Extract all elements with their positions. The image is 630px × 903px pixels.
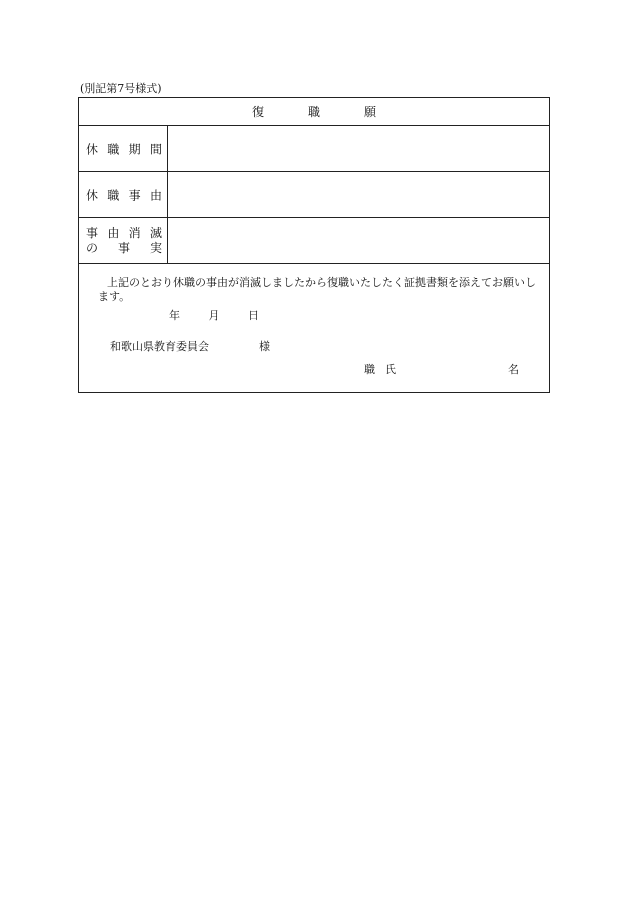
request-statement-area [79, 264, 549, 392]
leave-reason-field[interactable] [168, 172, 549, 217]
signature-line [364, 361, 519, 377]
leave-period-field[interactable] [168, 126, 549, 171]
name-label-end: 名 [508, 363, 519, 376]
title-char: 願 [364, 105, 377, 119]
title-char: 復 [251, 105, 264, 119]
leave-period-label: 休 職 期 間 [79, 126, 168, 171]
date-year-label: 年 [169, 309, 180, 322]
form-number-note: (別記第7号様式) [80, 82, 162, 95]
addressee: 和歌山県教育委員会 [110, 340, 209, 353]
addressee-line [110, 338, 270, 354]
date-day-label: 日 [248, 309, 259, 322]
leave-reason-row [79, 172, 549, 218]
title-char: 職 [307, 105, 320, 119]
addressee-suffix: 様 [259, 340, 270, 353]
name-label: 氏 [385, 363, 396, 376]
date-line [169, 307, 259, 323]
reinstatement-request-form [78, 97, 550, 393]
leave-period-row [79, 126, 549, 172]
leave-reason-label: 休 職 事 由 [79, 172, 168, 217]
date-month-label: 月 [208, 309, 220, 322]
request-statement: 上記のとおり休職の事由が消滅しましたから復職いたしたく証拠書類を添えてお願いします。 [98, 276, 536, 303]
reason-resolved-row [79, 218, 549, 264]
reason-resolved-field[interactable] [168, 218, 549, 263]
reason-resolved-label: 事 由 消 滅 の 事 実 [79, 218, 168, 263]
form-title [79, 98, 549, 126]
post-label: 職 [364, 363, 375, 376]
